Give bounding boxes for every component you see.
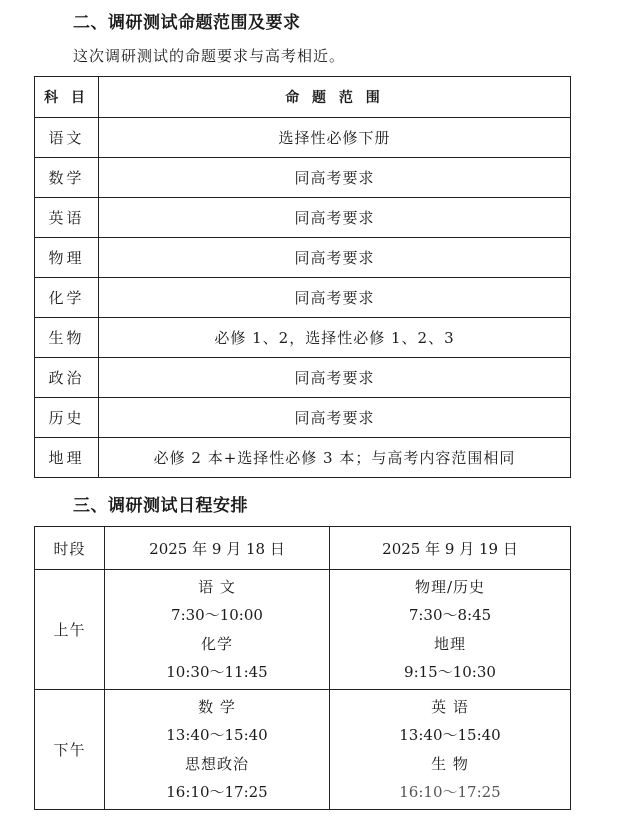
col-subject-header: 科 目 <box>35 77 99 118</box>
scope-cell: 同高考要求 <box>99 358 571 398</box>
exam-time: 16:10～17:25 <box>166 783 268 802</box>
section-2-intro: 这次调研测试的命题要求与高考相近。 <box>73 47 346 65</box>
exam-time: 9:15～10:30 <box>404 663 496 682</box>
table-row <box>35 158 571 198</box>
schedule-table-header <box>35 527 571 570</box>
exam-subject: 物理/历史 <box>414 577 486 596</box>
subject-cell: 地理 <box>35 438 99 478</box>
schedule-cell <box>105 570 330 690</box>
scope-cell: 同高考要求 <box>99 198 571 238</box>
subject-cell: 历史 <box>35 398 99 438</box>
exam-time: 7:30～10:00 <box>171 606 263 625</box>
table-row-morning <box>35 570 571 690</box>
scope-cell: 必修 1、2，选择性必修 1、2、3 <box>99 318 571 358</box>
exam-subject: 语 文 <box>198 577 236 596</box>
table-row <box>35 278 571 318</box>
exam-time: 10:30～11:45 <box>166 663 268 682</box>
schedule-cell <box>330 570 571 690</box>
exam-time: 7:30～8:45 <box>408 606 492 625</box>
scope-cell: 同高考要求 <box>99 398 571 438</box>
exam-time: 13:40～15:40 <box>399 726 501 745</box>
subject-cell: 语文 <box>35 118 99 158</box>
subject-cell: 化学 <box>35 278 99 318</box>
table-row <box>35 118 571 158</box>
period-label: 下午 <box>35 690 105 810</box>
subject-cell: 英语 <box>35 198 99 238</box>
table-row-afternoon <box>35 690 571 810</box>
table-row <box>35 398 571 438</box>
exam-subject: 数 学 <box>198 697 236 716</box>
schedule-table <box>34 526 571 810</box>
period-label: 上午 <box>35 570 105 690</box>
schedule-cell <box>105 690 330 810</box>
subject-cell: 政治 <box>35 358 99 398</box>
exam-subject: 生 物 <box>431 754 469 773</box>
scope-cell: 选择性必修下册 <box>99 118 571 158</box>
exam-time: 13:40～15:40 <box>166 726 268 745</box>
exam-subject: 英 语 <box>431 697 469 716</box>
scope-table-header <box>35 77 571 118</box>
col-period-header: 时段 <box>35 527 105 570</box>
col-scope-header: 命 题 范 围 <box>99 77 571 118</box>
table-row <box>35 198 571 238</box>
col-day2-header: 2025 年 9 月 19 日 <box>330 527 571 570</box>
table-row <box>35 318 571 358</box>
scope-cell: 同高考要求 <box>99 238 571 278</box>
scope-cell: 同高考要求 <box>99 158 571 198</box>
schedule-cell <box>330 690 571 810</box>
section-3-heading: 三、调研测试日程安排 <box>73 496 248 516</box>
table-row <box>35 358 571 398</box>
scope-table <box>34 76 571 478</box>
subject-cell: 物理 <box>35 238 99 278</box>
col-day1-header: 2025 年 9 月 18 日 <box>105 527 330 570</box>
subject-cell: 生物 <box>35 318 99 358</box>
section-2-heading: 二、调研测试命题范围及要求 <box>73 13 301 33</box>
table-row <box>35 238 571 278</box>
exam-subject: 地理 <box>433 634 466 653</box>
table-row <box>35 438 571 478</box>
exam-subject: 思想政治 <box>184 754 249 773</box>
subject-cell: 数学 <box>35 158 99 198</box>
scope-cell: 必修 2 本+选择性必修 3 本；与高考内容范围相同 <box>99 438 571 478</box>
exam-subject: 化学 <box>200 634 233 653</box>
scope-cell: 同高考要求 <box>99 278 571 318</box>
exam-time: 16:10～17:25 <box>399 783 501 802</box>
